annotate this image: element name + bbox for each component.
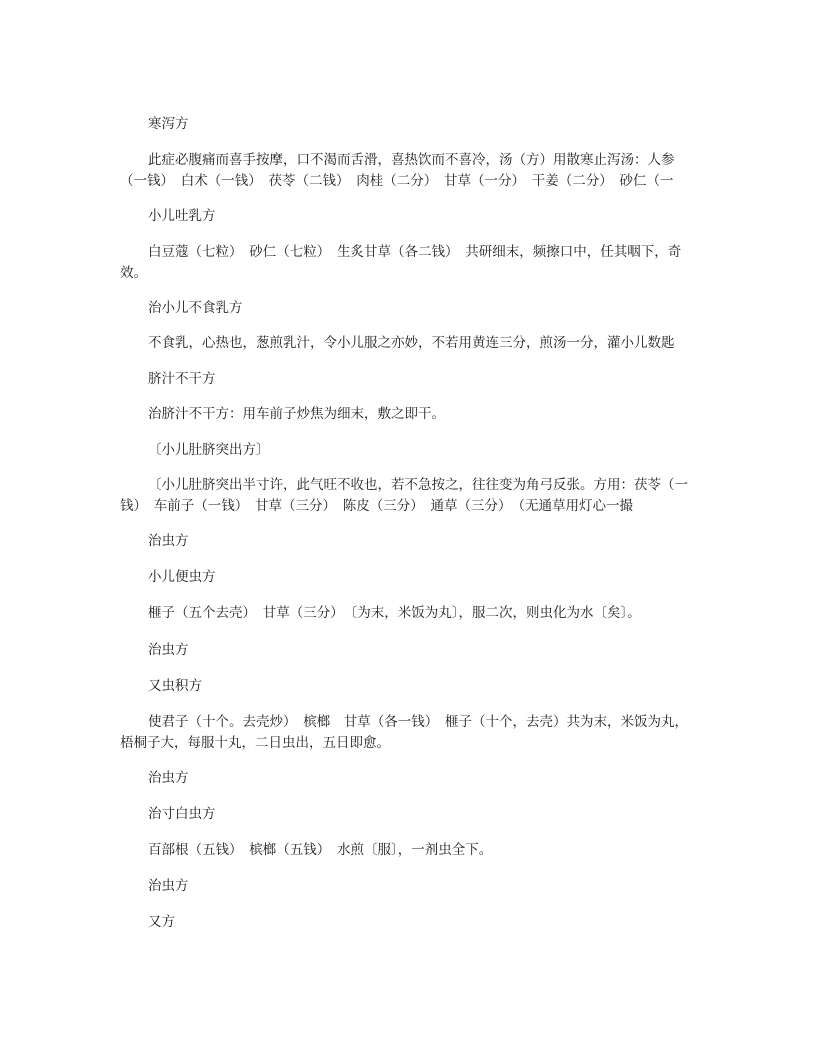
paragraph-line: 百部根（五钱） 槟榔（五钱） 水煎〔服〕，一剂虫全下。	[148, 842, 493, 858]
paragraph-line: 〔小儿肚脐突出半寸许，此气旺不收也，若不急按之，往往变为角弓反张。方用：茯苓（一	[148, 477, 688, 493]
section-heading: 治虫方	[148, 533, 189, 549]
paragraph-line: 榧子（五个去壳） 甘草（三分） 〔为末，米饭为丸〕，服二次，则虫化为水〔矣〕。	[148, 605, 641, 621]
paragraph-line: 不食乳，心热也，葱煎乳汁，令小儿服之亦妙，不若用黄连三分，煎汤一分，灌小儿数匙	[148, 335, 675, 351]
section-heading: 治寸白虫方	[148, 806, 216, 822]
section-heading: 治虫方	[148, 878, 189, 894]
section-heading: 治虫方	[148, 770, 189, 786]
section-heading: 寒泻方	[148, 116, 189, 132]
section-heading: 小儿吐乳方	[148, 208, 216, 224]
section-heading: 脐汁不干方	[148, 371, 216, 387]
section-heading: 〔小儿肚脐突出方〕	[148, 442, 270, 458]
paragraph-line: 钱） 车前子（一钱） 甘草（三分） 陈皮（三分） 通草（三分） （无通草用灯心一撮	[120, 498, 633, 514]
paragraph-line: 此症必腹痛而喜手按摩，口不渴而舌滑，喜热饮而不喜冷，汤（方）用散寒止泻汤：人参	[148, 152, 675, 168]
paragraph-line: （一钱） 白术（一钱） 茯苓（二钱） 肉桂（二分） 甘草（一分） 干姜（二分） 砂仁（一	[120, 173, 674, 189]
section-heading: 治虫方	[148, 642, 189, 658]
section-heading: 治小儿不食乳方	[148, 300, 243, 316]
section-heading: 小儿便虫方	[148, 569, 216, 585]
paragraph-line: 梧桐子大，每服十丸，二日虫出，五日即愈。	[120, 735, 390, 751]
paragraph-line: 白豆蔻（七粒） 砂仁（七粒） 生炙甘草（各二钱） 共研细末，频擦口中，任其咽下，奇	[148, 244, 682, 260]
section-heading: 又方	[148, 914, 175, 930]
paragraph-line: 效。	[120, 265, 147, 281]
paragraph-line: 治脐汁不干方：用车前子炒焦为细末，敷之即干。	[148, 406, 445, 422]
paragraph-line: 使君子（十个。去壳炒） 槟榔 甘草（各一钱） 榧子（十个，去壳）共为末，米饭为丸，	[148, 714, 688, 730]
section-heading: 又虫积方	[148, 678, 202, 694]
